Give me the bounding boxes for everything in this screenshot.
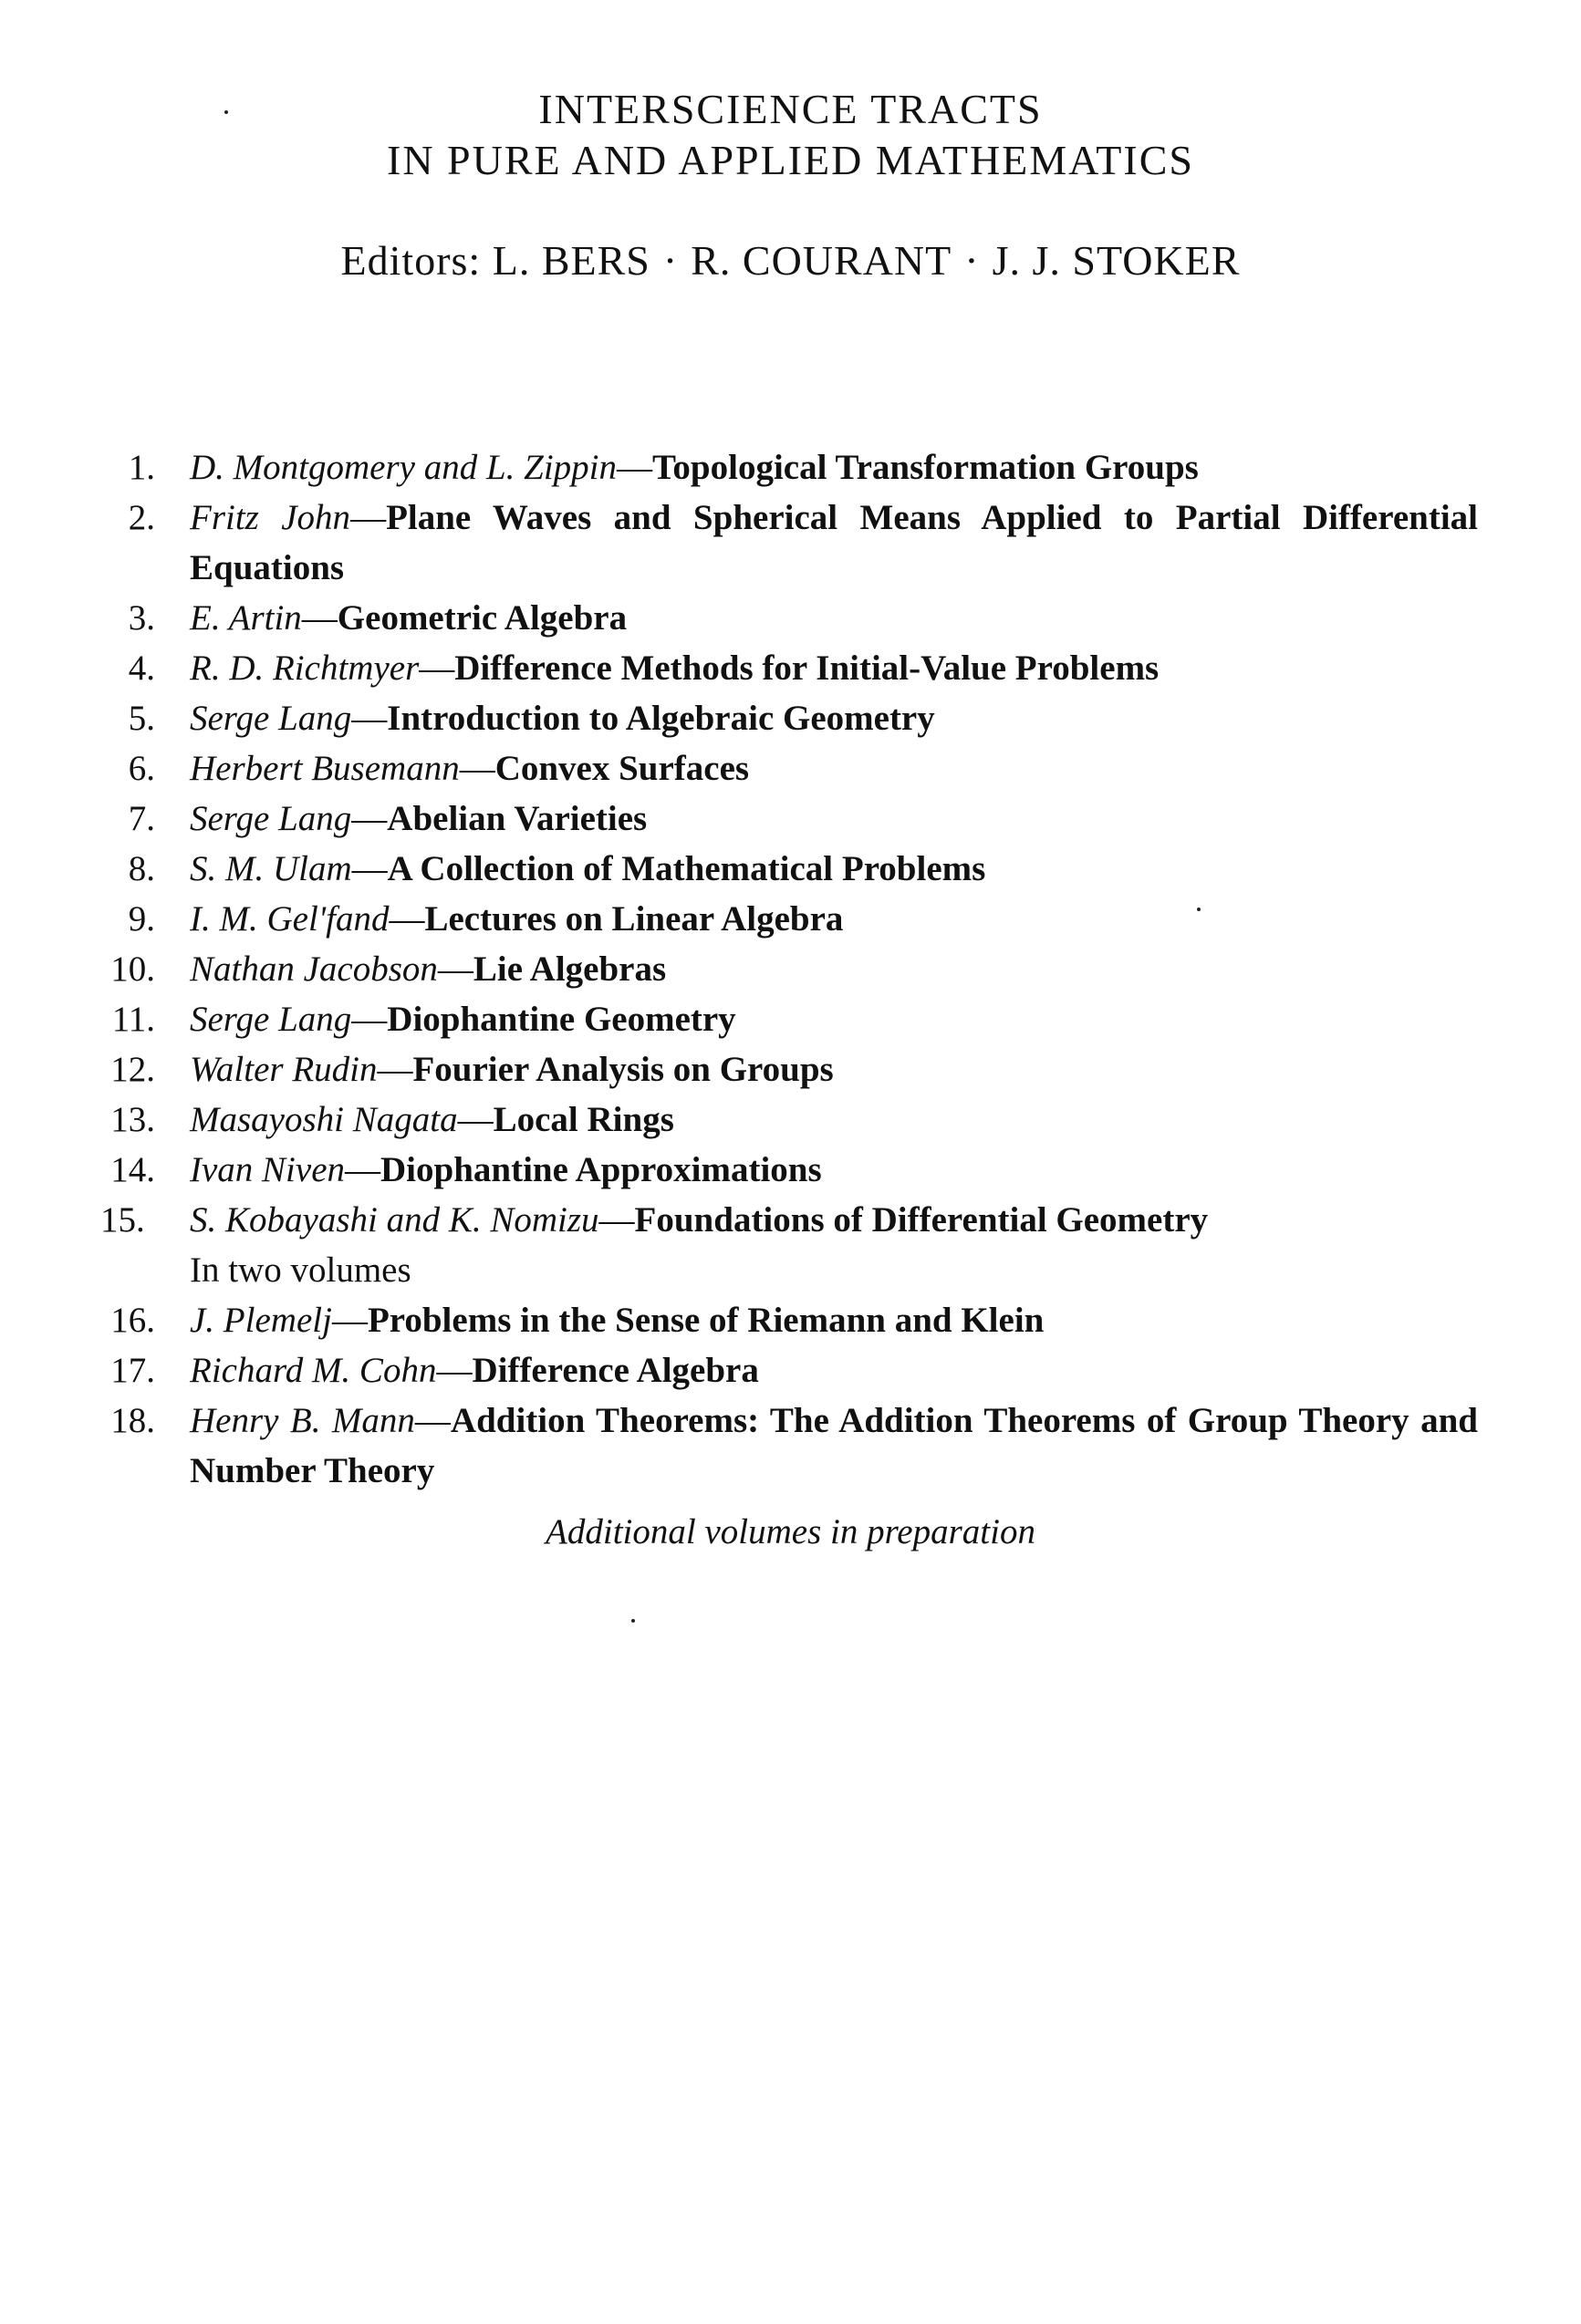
volume-entry [100,1395,1478,1496]
em-dash: — [437,949,473,989]
volume-title: Addition Theorems: The Addition Theorems of Group Theory and Number Theory [190,1401,1478,1490]
volume-entry [100,743,1478,794]
series-title-line-1: INTERSCIENCE TRACTS [538,86,1043,132]
volume-author: Serge Lang [190,1000,352,1039]
em-dash: — [350,498,387,537]
volume-number: 4. [128,648,155,688]
volume-entry [100,844,1478,894]
volume-title: Diophantine Approximations [380,1150,822,1189]
volume-entry [100,794,1478,844]
editor-separator: · [662,237,679,284]
volume-number: 12. [110,1050,155,1089]
volume-number: 7. [128,799,155,838]
volume-title: Local Rings [493,1100,674,1139]
volume-title: Diophantine Geometry [387,1000,736,1039]
volume-author: S. Kobayashi and K. Nomizu [190,1200,599,1240]
volume-entry [100,593,1478,643]
editor-name: R. COURANT [691,237,952,284]
em-dash: — [345,1150,381,1189]
em-dash: — [598,1200,635,1240]
volume-number: 14. [110,1150,155,1189]
volume-number: 8. [128,849,155,888]
volume-number: 5. [128,699,155,738]
volume-entry [100,1195,1478,1295]
volume-title: Geometric Algebra [337,598,628,638]
volume-author: Serge Lang [190,799,352,838]
em-dash: — [351,849,388,888]
volume-author: Henry B. Mann [190,1401,415,1440]
volume-title: Difference Algebra [472,1351,759,1390]
em-dash: — [351,799,388,838]
volume-number: 18. [110,1401,155,1440]
volume-number: 17. [110,1351,155,1390]
volume-entry [100,1145,1478,1195]
print-speck [224,110,228,114]
volume-entry [100,1044,1478,1095]
em-dash: — [351,1000,388,1039]
volume-author: Serge Lang [190,699,352,738]
volume-number: 9. [128,899,155,939]
series-title-line-2: IN PURE AND APPLIED MATHEMATICS [387,137,1194,183]
volume-note: In two volumes [190,1250,411,1290]
volume-title: A Collection of Mathematical Problems [387,849,986,888]
volume-title: Fourier Analysis on Groups [412,1050,834,1089]
volume-number: 10. [110,949,155,989]
volume-entry [100,944,1478,994]
em-dash: — [414,1401,451,1440]
volume-entry [100,1345,1478,1395]
volume-entry [100,1095,1478,1145]
volume-title: Convex Surfaces [494,749,750,788]
em-dash: — [459,749,495,788]
editor-name: L. BERS [492,237,650,284]
volume-author: R. D. Richtmyer [190,648,420,688]
volume-number: 11. [111,1000,155,1039]
em-dash: — [617,448,652,487]
volume-entry [100,994,1478,1044]
volume-author: Fritz John [190,498,351,537]
volume-author: Richard M. Cohn [190,1351,437,1390]
volume-author: J. Plemelj [190,1301,332,1340]
volume-number: 15. [100,1200,145,1240]
volume-entry [100,442,1478,493]
volume-entry [100,1295,1478,1345]
em-dash: — [377,1050,413,1089]
editor-separator: · [964,237,980,284]
em-dash: — [457,1100,494,1139]
volume-number: 16. [110,1301,155,1340]
volume-title: Introduction to Algebraic Geometry [387,699,935,738]
volume-entry [100,693,1478,743]
volume-number: 13. [110,1100,155,1139]
volume-title: Foundations of Differential Geometry [634,1200,1209,1240]
print-speck [1197,908,1201,911]
volume-entry [100,493,1478,593]
volume-number: 2. [128,498,155,537]
volume-author: Nathan Jacobson [190,949,438,989]
em-dash: — [389,899,425,939]
volume-title: Lectures on Linear Algebra [424,899,844,939]
volume-title: Plane Waves and Spherical Means Applied to Partial Differential Equations [190,498,1478,587]
volume-title: Abelian Varieties [387,799,648,838]
volume-author: E. Artin [190,598,302,638]
volume-number: 3. [128,598,155,638]
volume-author: I. M. Gel'fand [190,899,390,939]
volume-title: Difference Methods for Initial-Value Problems [454,648,1160,688]
volume-author: Walter Rudin [190,1050,378,1089]
volume-author: S. M. Ulam [190,849,352,888]
volume-title: Topological Transformation Groups [652,448,1199,487]
volume-author: Herbert Busemann [190,749,460,788]
additional-volumes-note: Additional volumes in preparation [546,1512,1035,1551]
volume-number: 1. [128,448,155,487]
volume-author: Ivan Niven [190,1150,346,1189]
editor-name: J. J. STOKER [992,237,1241,284]
volume-author: Masayoshi Nagata [190,1100,458,1139]
editors-line [0,235,1581,286]
em-dash: — [331,1301,368,1340]
em-dash: — [301,598,338,638]
editors-label: Editors: [340,237,482,284]
em-dash: — [351,699,388,738]
volume-title: Lie Algebras [473,949,667,989]
em-dash: — [419,648,455,688]
volume-entry [100,643,1478,693]
volume-number: 6. [128,749,155,788]
em-dash: — [436,1351,473,1390]
volume-entry [100,894,1478,944]
volume-title: Problems in the Sense of Riemann and Klein [367,1301,1045,1340]
volume-author: D. Montgomery and L. Zippin [190,448,617,487]
volume-list [100,442,1478,1496]
print-speck [631,1619,635,1623]
